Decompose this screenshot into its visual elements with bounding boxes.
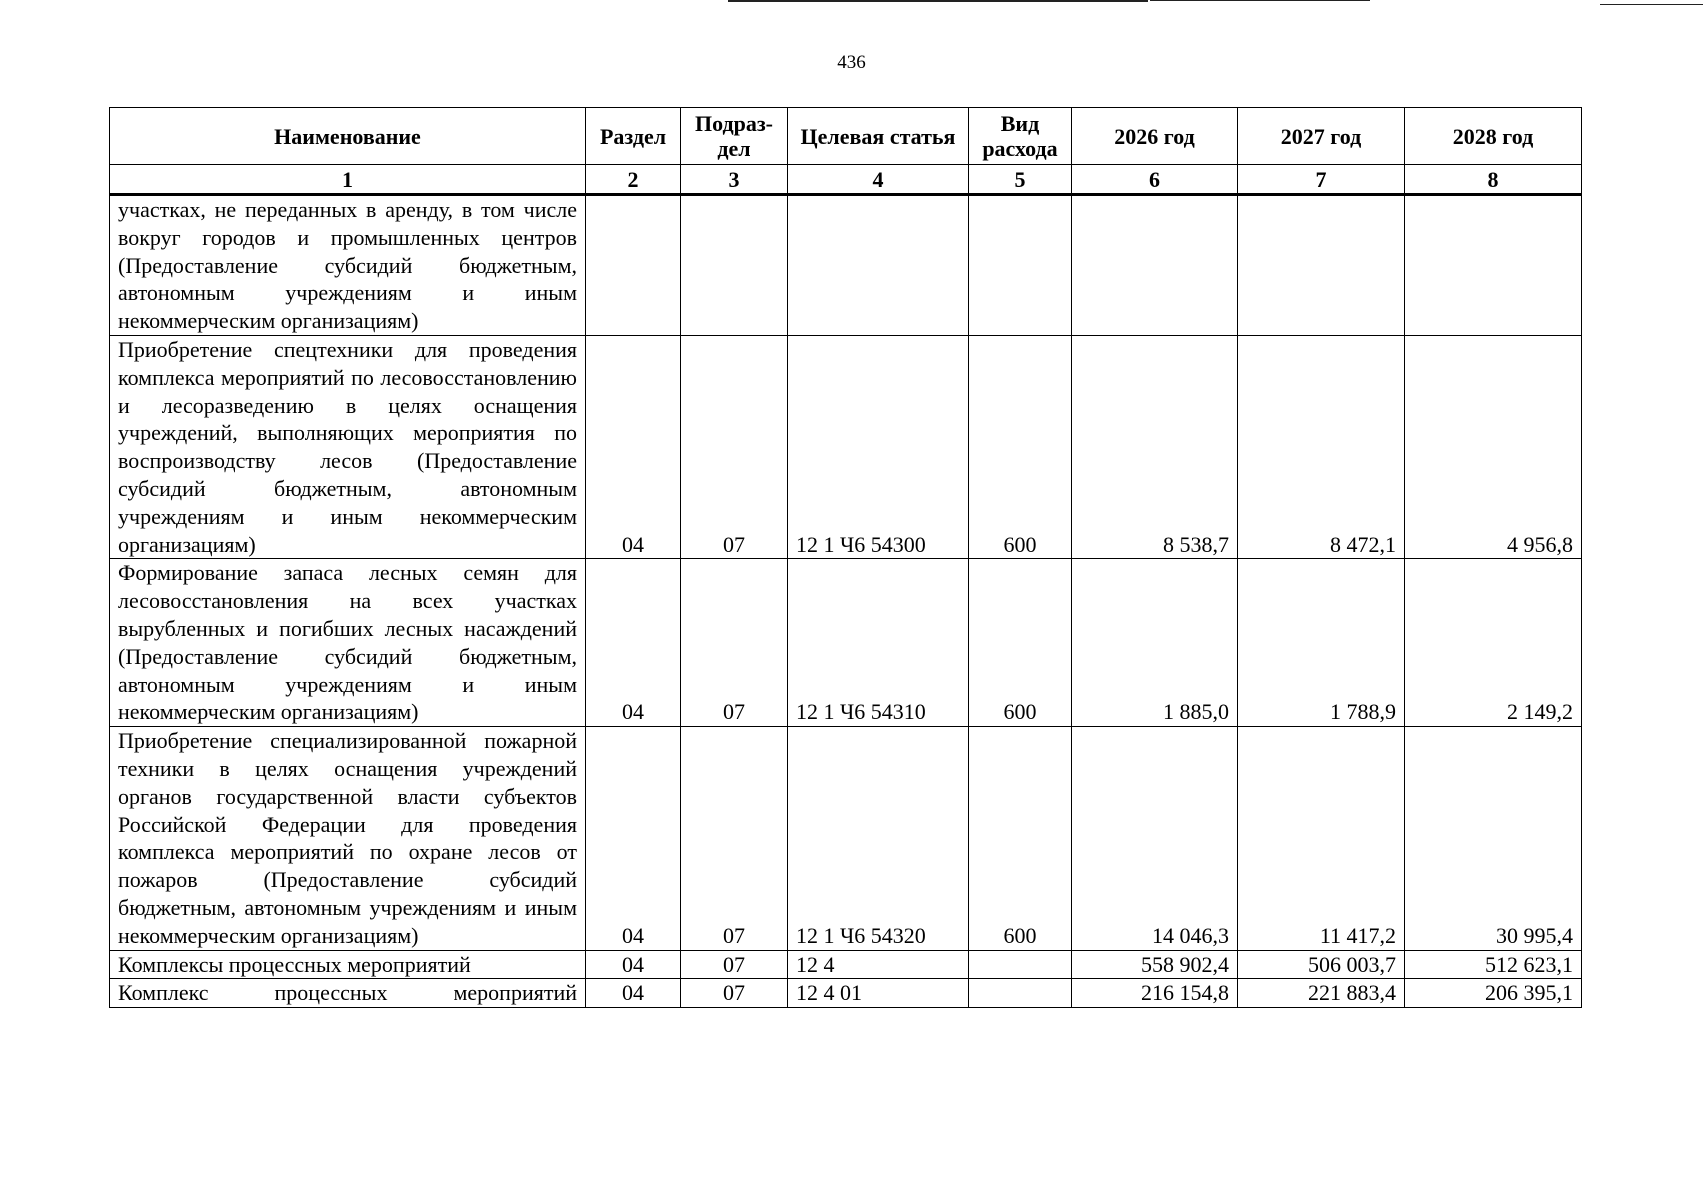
scan-edge-line [728, 0, 1148, 2]
row-2027: 221 883,4 [1238, 979, 1405, 1008]
header-2027: 2027 год [1238, 108, 1405, 165]
row-tselevaya-statya: 12 1 Ч6 54310 [788, 559, 969, 727]
row-2027: 506 003,7 [1238, 950, 1405, 979]
row-name: участках, не переданных в аренду, в том числе вокруг городов и промышленных центров (Предоставление субсидий бюджетным, автономным учреждениям и иным некоммерческим организациям) [110, 195, 586, 336]
row-2026: 14 046,3 [1072, 727, 1238, 950]
row-2027: 8 472,1 [1238, 335, 1405, 558]
column-number: 7 [1238, 165, 1405, 195]
budget-table [109, 107, 1582, 1008]
column-number: 2 [586, 165, 681, 195]
row-podrazdel: 07 [681, 335, 788, 558]
row-2026: 8 538,7 [1072, 335, 1238, 558]
row-vid-rashoda: 600 [969, 727, 1072, 950]
row-name: Приобретение спецтехники для проведения комплекса мероприятий по лесовосстановлению и лесоразведению в целях оснащения учреждений, выполняющих мероприятия по воспроизводству лесов (Предоставление субсидий бюджетным, автономным учреждениям и иным некоммерческим организациям) [110, 335, 586, 558]
row-2026: 216 154,8 [1072, 979, 1238, 1008]
row-razdel: 04 [586, 727, 681, 950]
row-podrazdel: 07 [681, 727, 788, 950]
row-name: Комплексы процессных мероприятий [110, 950, 586, 979]
row-razdel: 04 [586, 979, 681, 1008]
row-2028: 2 149,2 [1405, 559, 1582, 727]
table-row [110, 195, 1582, 336]
row-tselevaya-statya: 12 1 Ч6 54320 [788, 727, 969, 950]
header-naimenovanie: Наименование [110, 108, 586, 165]
header-vid-rashoda: Вид расхода [969, 108, 1072, 165]
row-name: Приобретение специализированной пожарной техники в целях оснащения учреждений органов государственной власти субъектов Российской Федерации для проведения комплекса мероприятий по охране лесов от пожаров (Предоставление субсидий бюджетным, автономным учреждениям и иным некоммерческим организациям) [110, 727, 586, 950]
table-row [110, 335, 1582, 558]
row-name: Комплекс процессных мероприятий [110, 979, 586, 1008]
row-podrazdel: 07 [681, 979, 788, 1008]
row-podrazdel: 07 [681, 559, 788, 727]
row-tselevaya-statya [788, 195, 969, 336]
row-razdel [586, 195, 681, 336]
row-podrazdel [681, 195, 788, 336]
row-vid-rashoda: 600 [969, 335, 1072, 558]
header-2028: 2028 год [1405, 108, 1582, 165]
header-razdel: Раздел [586, 108, 681, 165]
row-2028: 512 623,1 [1405, 950, 1582, 979]
row-vid-rashoda [969, 195, 1072, 336]
header-tselevaya-statya: Целевая статья [788, 108, 969, 165]
row-2027: 1 788,9 [1238, 559, 1405, 727]
scan-edge-line [1600, 4, 1703, 5]
row-name: Формирование запаса лесных семян для лесовосстановления на всех участках вырубленных и погибших лесных насаждений (Предоставление субсидий бюджетным, автономным учреждениям и иным некоммерческим организациям) [110, 559, 586, 727]
row-2028: 206 395,1 [1405, 979, 1582, 1008]
row-tselevaya-statya: 12 4 [788, 950, 969, 979]
row-2026: 1 885,0 [1072, 559, 1238, 727]
row-vid-rashoda [969, 979, 1072, 1008]
row-2027 [1238, 195, 1405, 336]
row-2028: 4 956,8 [1405, 335, 1582, 558]
row-2027: 11 417,2 [1238, 727, 1405, 950]
table-row [110, 979, 1582, 1008]
column-number-row [110, 165, 1582, 195]
column-number: 8 [1405, 165, 1582, 195]
header-2026: 2026 год [1072, 108, 1238, 165]
row-2026 [1072, 195, 1238, 336]
table-row [110, 950, 1582, 979]
column-number: 5 [969, 165, 1072, 195]
table-row [110, 727, 1582, 950]
row-2028: 30 995,4 [1405, 727, 1582, 950]
header-podrazdel: Подраз-дел [681, 108, 788, 165]
row-vid-rashoda [969, 950, 1072, 979]
page-number: 436 [837, 52, 866, 73]
column-number: 1 [110, 165, 586, 195]
row-2028 [1405, 195, 1582, 336]
row-podrazdel: 07 [681, 950, 788, 979]
row-tselevaya-statya: 12 1 Ч6 54300 [788, 335, 969, 558]
row-tselevaya-statya: 12 4 01 [788, 979, 969, 1008]
column-number: 6 [1072, 165, 1238, 195]
column-number: 3 [681, 165, 788, 195]
table-row [110, 559, 1582, 727]
row-2026: 558 902,4 [1072, 950, 1238, 979]
row-razdel: 04 [586, 950, 681, 979]
scan-edge-line [1150, 0, 1370, 1]
row-razdel: 04 [586, 559, 681, 727]
row-razdel: 04 [586, 335, 681, 558]
table-header-row [110, 108, 1582, 165]
column-number: 4 [788, 165, 969, 195]
row-vid-rashoda: 600 [969, 559, 1072, 727]
